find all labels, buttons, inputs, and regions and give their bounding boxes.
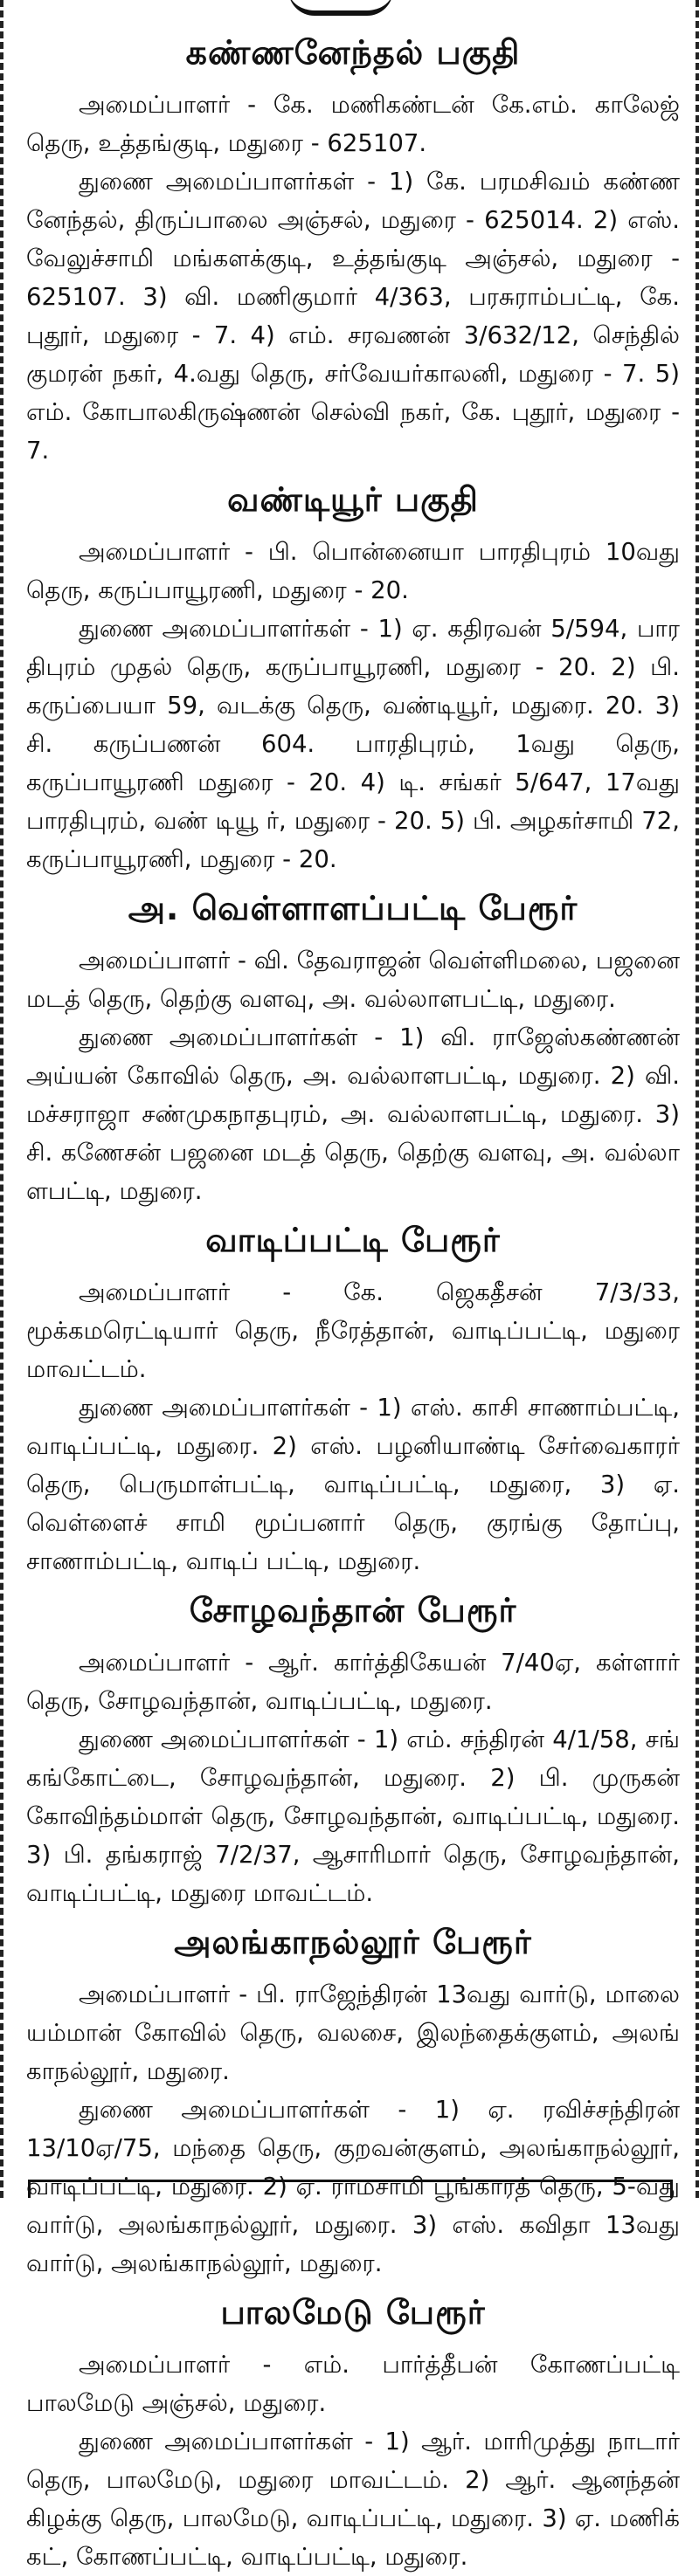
section-title: வாடிப்பட்டி பேரூர்	[205, 1221, 501, 1259]
section-alanganallur	[26, 1918, 680, 2283]
section-vandiyur	[26, 475, 680, 878]
organizer-paragraph: அமைப்பாளர் - எம். பார்த்தீபன் கோணப்பட்டி பாலமேடு அஞ்சல், மதுரை.	[26, 2351, 680, 2417]
section-title: அ. வெள்ளாளப்பட்டி பேரூர்	[128, 889, 578, 927]
deputy-organizers-paragraph: துணை அமைப்பாளர்கள் - 1) ஏ. ரவிச்சந்திரன் 13/10ஏ/75, மந்தை தெரு, குறவன்குளம், அலங்காநல்லூர், வாடிப்பட்டி, மதுரை. 2) ஏ. ராமசாமி பூங்காரத் தெரு, 5-வது வார்டு, அலங்காநல்லூர், மதுரை. 3) எஸ். கவிதா 13வது வார்டு, அலங்காநல்லூர், மதுரை.	[26, 2096, 680, 2277]
organizer-paragraph: அமைப்பாளர் - பி. ராஜேந்திரன் 13வது வார்டு, மாலை யம்மான் கோவில் தெரு, வலசை, இலந்தைக்குளம், அலங் காநல்லூர், மதுரை.	[26, 1980, 680, 2085]
deputy-organizers-paragraph: துணை அமைப்பாளர்கள் - 1) கே. பரமசிவம் கண்ண னேந்தல், திருப்பாலை அஞ்சல், மதுரை - 625014. 2) எஸ். வேலுச்சாமி மங்களக்குடி, உத்தங்குடி அஞ்சல், மதுரை - 625107. 3) வி. மணிகுமார் 4/363, பரசுராம்பட்டி, கே. புதூர், மதுரை - 7. 4) எம். சரவணன் 3/632/12, செந்தில் குமரன் நகர், 4.வது தெரு, சர்வேயர்காலனி, மதுரை - 7. 5) எம். கோபாலகிருஷ்ணன் செல்வி நகர், கே. புதூர், மதுரை - 7.	[26, 168, 680, 465]
section-a-vellalapatti	[26, 884, 680, 1210]
deputy-organizers-paragraph: துணை அமைப்பாளர்கள் - 1) ஆர். மாரிமுத்து நாடார் தெரு, பாலமேடு, மதுரை மாவட்டம். 2) ஆர். ஆனந்தன் கிழக்கு தெரு, பாலமேடு, வாடிப்பட்டி, மதுரை. 3) ஏ. மணிக் கட், கோணப்பட்டி, வாடிப்பட்டி, மதுரை.	[26, 2428, 680, 2571]
deputy-organizers-paragraph: துணை அமைப்பாளர்கள் - 1) எஸ். காசி சாணாம்பட்டி, வாடிப்பட்டி, மதுரை. 2) எஸ். பழனியாண்டி சேர்வைகாரர் தெரு, பெருமாள்பட்டி, வாடிப்பட்டி, மதுரை, 3) ஏ. வெள்ளைச் சாமி மூப்பனார் தெரு, குரங்கு தோப்பு, சாணாம்பட்டி, வாடிப் பட்டி, மதுரை.	[26, 1394, 680, 1575]
deputy-organizers-paragraph: துணை அமைப்பாளர்கள் - 1) எம். சந்திரன் 4/1/58, சங் கங்கோட்டை, சோழவந்தான், மதுரை. 2) பி. முருகன் கோவிந்தம்மாள் தெரு, சோழவந்தான், வாடிப்பட்டி, மதுரை. 3) பி. தங்கராஜ் 7/2/37, ஆசாரிமார் தெரு, சோழவந்தான், வாடிப்பட்டி, மதுரை மாவட்டம்.	[26, 1725, 680, 1907]
organizer-paragraph: அமைப்பாளர் - கே. மணிகண்டன் கே.எம். காலேஜ் தெரு, உத்தங்குடி, மதுரை - 625107.	[26, 91, 680, 157]
organizer-paragraph: அமைப்பாளர் - பி. பொன்னையா பாரதிபுரம் 10வது தெரு, கருப்பாயூரணி, மதுரை - 20.	[26, 538, 680, 604]
section-title: கண்ணனேந்தல் பகுதி	[185, 33, 521, 72]
section-palamedu	[26, 2288, 680, 2576]
deputy-organizers-paragraph: துணை அமைப்பாளர்கள் - 1) வி. ராஜேஸ்கண்ணன் அய்யன் கோவில் தெரு, அ. வல்லாளபட்டி, மதுரை. 2) வி. மச்சராஜா சண்முகநாதபுரம், அ. வல்லாளபட்டி, மதுரை. 3) சி. கணேசன் பஜனை மடத் தெரு, தெற்கு வளவு, அ. வல்லா ளபட்டி, மதுரை.	[26, 1023, 680, 1205]
section-title: வண்டியூர் பகுதி	[227, 480, 479, 519]
section-title: பாலமேடு பேரூர்	[220, 2293, 486, 2331]
section-kannanendhal	[26, 28, 680, 470]
section-vadipatti	[26, 1216, 680, 1581]
deputy-organizers-paragraph: துணை அமைப்பாளர்கள் - 1) ஏ. கதிரவன் 5/594, பார திபுரம் முதல் தெரு, கருப்பாயூரணி, மதுரை - 20. 2) பி. கருப்பையா 59, வடக்கு தெரு, வண்டியூர், மதுரை. 20. 3) சி. கருப்பணன் 604. பாரதிபுரம், 1வது தெரு, கருப்பாயூரணி மதுரை - 20. 4) டி. சங்கர் 5/647, 17வது பாரதிபுரம், வண் டியூ ர், மதுரை - 20. 5) பி. அழகர்சாமி 72, கருப்பாயூரணி, மதுரை - 20.	[26, 615, 680, 873]
next-article-box-edge	[28, 2180, 673, 2198]
section-sholavandhan	[26, 1586, 680, 1912]
section-title: அலங்காநல்லூர் பேரூர்	[174, 1923, 532, 1961]
organizer-paragraph: அமைப்பாளர் - கே. ஜெகதீசன் 7/3/33, மூக்கமரெட்டியார் தெரு, நீரேத்தான், வாடிப்பட்டி, மதுரை மாவட்டம்.	[26, 1278, 680, 1383]
section-title: சோழவந்தான் பேரூர்	[189, 1591, 517, 1629]
organizer-paragraph: அமைப்பாளர் - வி. தேவராஜன் வெள்ளிமலை, பஜனை மடத் தெரு, தெற்கு வளவு, அ. வல்லாளபட்டி, மதுரை.	[26, 947, 680, 1013]
organizer-paragraph: அமைப்பாளர் - ஆர். கார்த்திகேயன் 7/40ஏ, கள்ளார் தெரு, சோழவந்தான், வாடிப்பட்டி, மதுரை.	[26, 1649, 680, 1715]
cropped-heading-fragment	[26, 0, 680, 23]
